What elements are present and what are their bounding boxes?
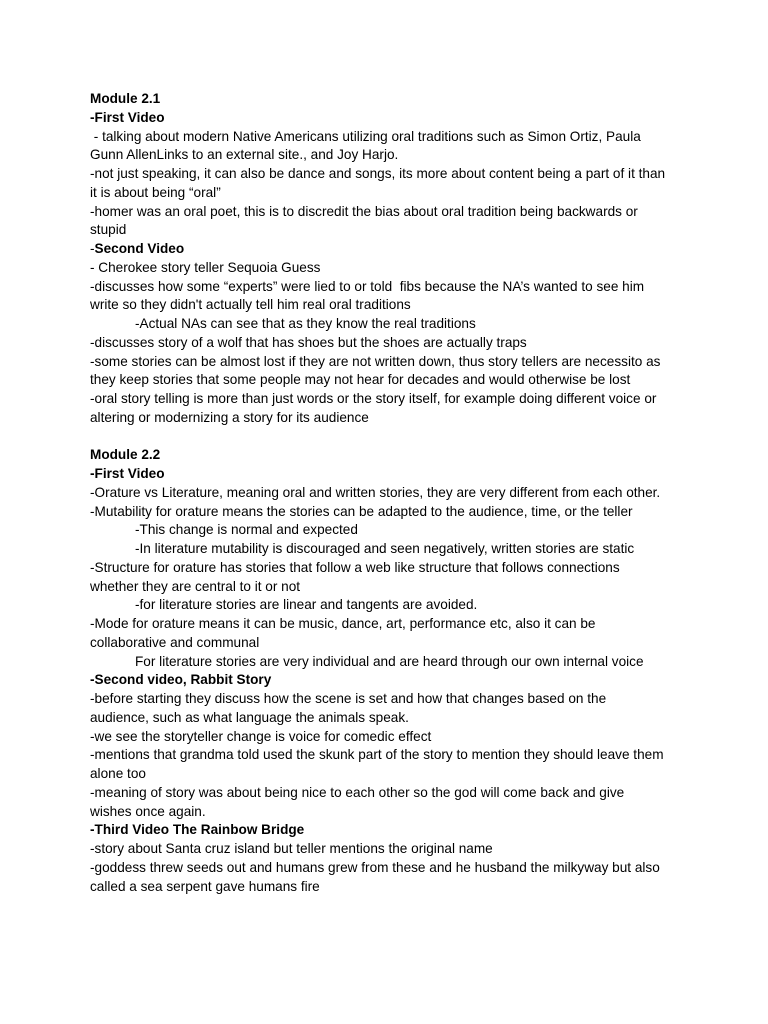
heading-dash: - [90, 241, 95, 256]
paragraph-gap [90, 428, 690, 447]
indented-line: -Actual NAs can see that as they know the real traditions [135, 316, 476, 331]
text-line: -Mode for orature means it can be music, dance, art, performance etc, also it can be [90, 616, 596, 631]
module-2-1-heading: Module 2.1 [90, 91, 161, 106]
text-line: -goddess threw seeds out and humans grew from these and he husband the milkyway but also [90, 859, 660, 875]
indented-line: -for literature stories are linear and tangents are avoided. [135, 597, 478, 613]
document-page [90, 90, 690, 896]
text-line: it is about being “oral” [90, 184, 221, 200]
first-video-heading: -First Video [90, 109, 165, 125]
text-line: altering or modernizing a story for its audience [90, 409, 369, 425]
heading-text: Second Video [94, 241, 185, 256]
text-line: collaborative and communal [90, 634, 260, 650]
text-line: -story about Santa cruz island but teller mentions the original name [90, 841, 493, 856]
text-line: write so they didn't actually tell him real oral traditions [90, 297, 411, 313]
module-2-2-heading: Module 2.2 [90, 447, 161, 463]
text-line: -Orature vs Literature, meaning oral and written stories, they are very different from each other. [90, 484, 661, 500]
text-line: Gunn AllenLinks to an external site., and Joy Harjo. [90, 147, 399, 163]
text-line: stupid [90, 222, 127, 238]
text-line: -some stories can be almost lost if they are not written down, thus story tellers are necessito as [90, 353, 661, 369]
text-line: -before starting they discuss how the scene is set and how that changes based on the [90, 691, 607, 706]
indented-line: For literature stories are very individual and are heard through our own internal voice [135, 653, 644, 669]
text-line: called a sea serpent gave humans fire [90, 878, 320, 894]
text-line: -discusses story of a wolf that has shoes but the shoes are actually traps [90, 334, 527, 350]
first-video-heading: -First Video [90, 466, 165, 481]
text-line: whether they are central to it or not [90, 578, 301, 594]
text-line: -Structure for orature has stories that follow a web like structure that follows connections [90, 559, 620, 575]
text-line: audience, such as what language the animals speak. [90, 709, 409, 725]
text-line: they keep stories that some people may not hear for decades and would otherwise be lost [90, 372, 631, 388]
second-video-heading [90, 240, 690, 259]
text-line: -not just speaking, it can also be dance and songs, its more about content being a part of it than [90, 166, 666, 181]
second-video-heading: -Second video, Rabbit Story [90, 672, 272, 688]
text-line: -oral story telling is more than just words or the story itself, for example doing different voice or [90, 391, 657, 406]
indented-line: -This change is normal and expected [135, 522, 358, 538]
text-line: -Mutability for orature means the stories can be adapted to the audience, time, or the teller [90, 503, 633, 519]
text-line: -discusses how some “experts” were lied to or told fibs because the NA’s wanted to see him [90, 278, 645, 294]
text-line: - Cherokee story teller Sequoia Guess [90, 259, 321, 275]
text-line: - talking about modern Native Americans utilizing oral traditions such as Simon Ortiz, Paula [90, 128, 641, 144]
text-line: -mentions that grandma told used the skunk part of the story to mention they should leave them [90, 747, 664, 763]
text-line: wishes once again. [90, 803, 206, 819]
text-line: alone too [90, 766, 146, 781]
indented-line: -In literature mutability is discouraged and seen negatively, written stories are static [135, 541, 635, 556]
third-video-heading: -Third Video The Rainbow Bridge [90, 822, 305, 838]
text-line: -we see the storyteller change is voice for comedic effect [90, 728, 432, 744]
text-line: -homer was an oral poet, this is to discredit the bias about oral tradition being backwards or [90, 203, 638, 219]
text-line: -meaning of story was about being nice to each other so the god will come back and give [90, 784, 625, 800]
